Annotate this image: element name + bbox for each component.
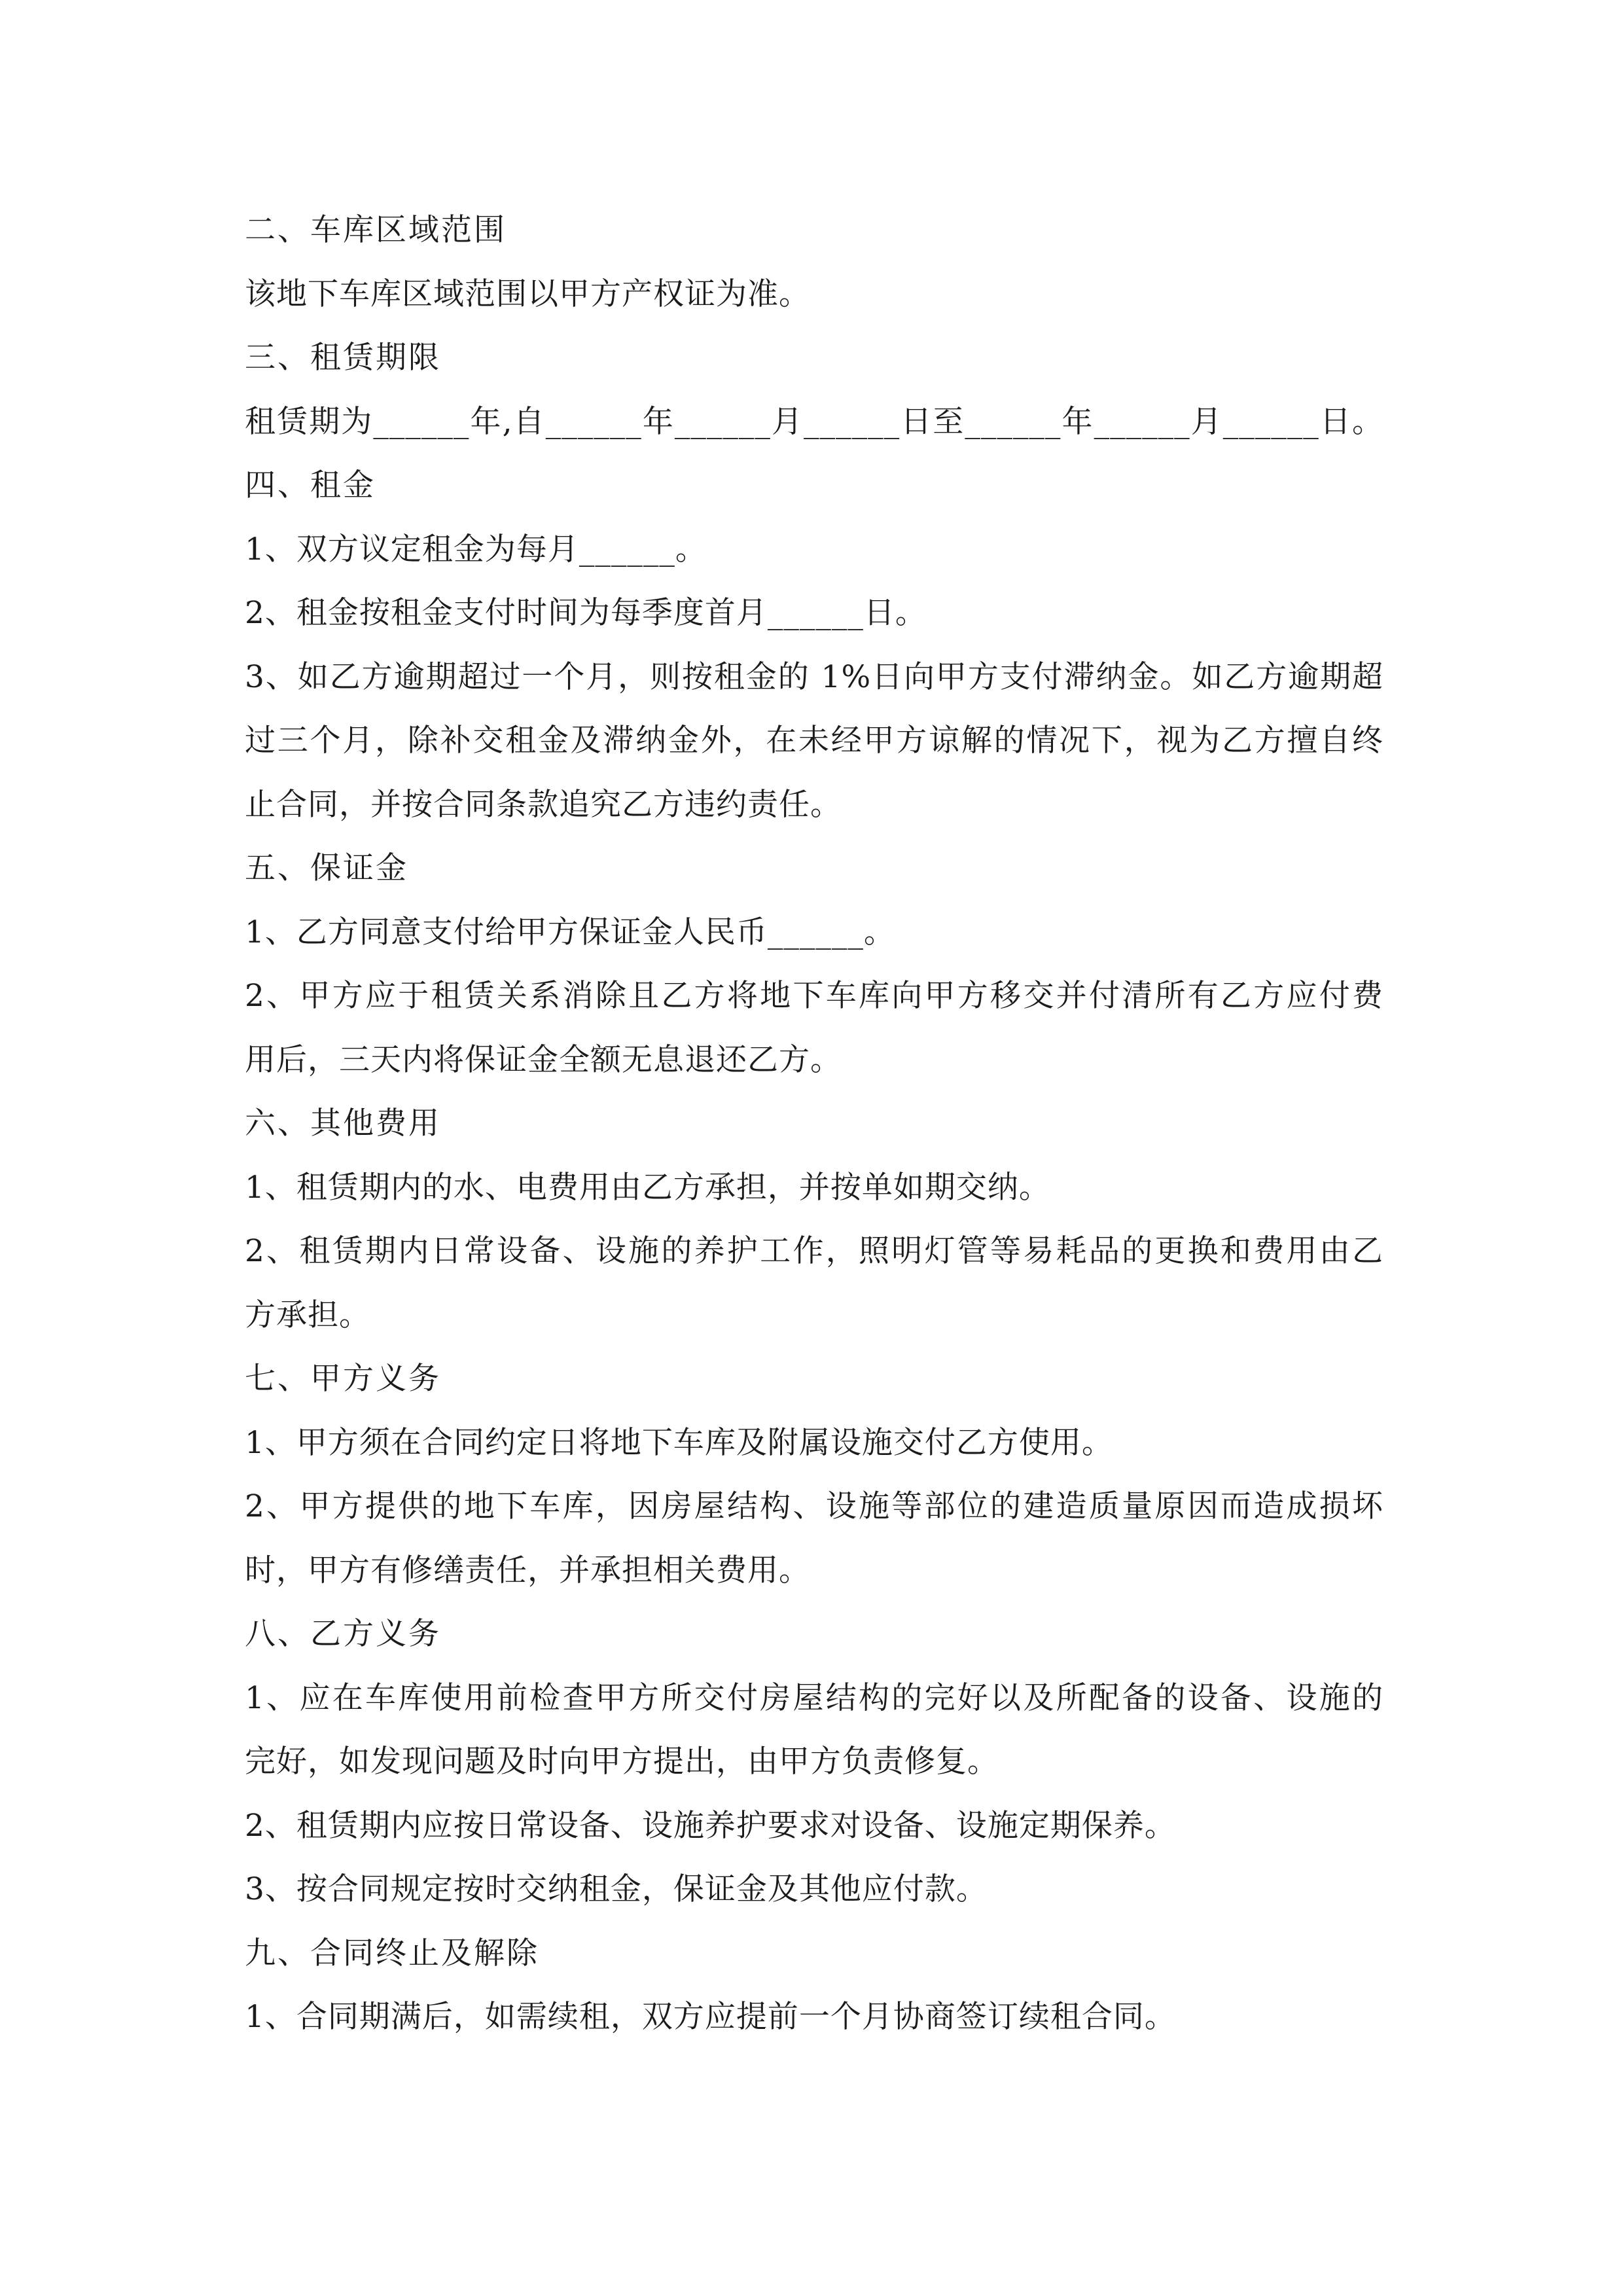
paragraph-line: 1、合同期满后，如需续租，双方应提前一个月协商签订续租合同。 xyxy=(245,1999,1176,2035)
paragraph-line: 2、租金按租金支付时间为每季度首月______日。 xyxy=(245,595,927,631)
paragraph-line: 2、租赁期内日常设备、设施的养护工作，照明灯管等易耗品的更换和费用由乙 xyxy=(245,1233,1383,1269)
paragraph-line: 2、租赁期内应按日常设备、设施养护要求对设备、设施定期保养。 xyxy=(245,1807,1176,1844)
paragraph-line: 用后，三天内将保证金全额无息退还乙方。 xyxy=(245,1041,842,1078)
section-heading-party-a-obligations: 七、甲方义务 xyxy=(245,1361,441,1397)
section-heading-deposit: 五、保证金 xyxy=(245,850,408,886)
section-heading-rent: 四、租金 xyxy=(245,467,376,503)
paragraph-line: 租赁期为______年,自______年______月______日至______年______月______日。 xyxy=(245,403,1383,440)
document-body xyxy=(245,198,1383,2049)
paragraph-line: 完好，如发现问题及时向甲方提出，由甲方负责修复。 xyxy=(245,1744,999,1780)
paragraph-line: 2、甲方应于租赁关系消除且乙方将地下车库向甲方移交并付清所有乙方应付费 xyxy=(245,978,1383,1014)
paragraph-line: 1、甲方须在合同约定日将地下车库及附属设施交付乙方使用。 xyxy=(245,1424,1113,1461)
paragraph-line: 过三个月，除补交租金及滞纳金外，在未经甲方谅解的情况下，视为乙方擅自终 xyxy=(245,723,1383,759)
section-heading-party-b-obligations: 八、乙方义务 xyxy=(245,1616,441,1652)
section-heading-other-fees: 六、其他费用 xyxy=(245,1105,441,1141)
paragraph-line: 该地下车库区域范围以甲方产权证为准。 xyxy=(245,276,810,312)
paragraph-line: 1、租赁期内的水、电费用由乙方承担，并按单如期交纳。 xyxy=(245,1169,1050,1206)
paragraph-line: 方承担。 xyxy=(245,1297,370,1333)
paragraph-line: 2、甲方提供的地下车库，因房屋结构、设施等部位的建造质量原因而造成损坏 xyxy=(245,1488,1383,1524)
section-heading-garage-area: 二、车库区域范围 xyxy=(245,212,507,248)
section-heading-lease-term: 三、租赁期限 xyxy=(245,340,441,376)
paragraph-line: 1、应在车库使用前检查甲方所交付房屋结构的完好以及所配备的设备、设施的 xyxy=(245,1679,1383,1716)
paragraph-line: 3、如乙方逾期超过一个月，则按租金的 1%日向甲方支付滞纳金。如乙方逾期超 xyxy=(245,658,1383,695)
paragraph-line: 止合同，并按合同条款追究乙方违约责任。 xyxy=(245,786,842,823)
paragraph-line: 时，甲方有修缮责任，并承担相关费用。 xyxy=(245,1552,810,1588)
paragraph-line: 1、乙方同意支付给甲方保证金人民币______。 xyxy=(245,914,895,950)
paragraph-line: 3、按合同规定按时交纳租金，保证金及其他应付款。 xyxy=(245,1871,988,1907)
paragraph-line: 1、双方议定租金为每月______。 xyxy=(245,531,707,567)
section-heading-termination: 九、合同终止及解除 xyxy=(245,1935,539,1971)
